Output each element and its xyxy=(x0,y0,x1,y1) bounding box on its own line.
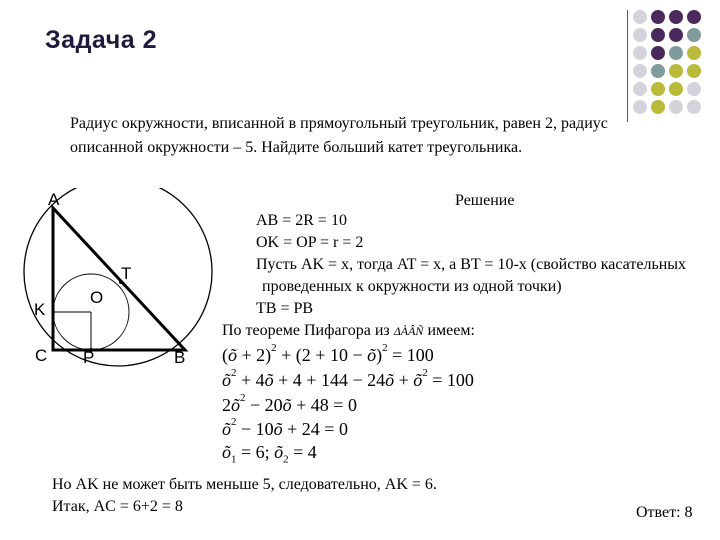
conclusion-line-2: Итак, AC = 6+2 = 8 xyxy=(52,498,183,515)
decor-dot xyxy=(651,64,665,78)
conclusion-line-1: Но AK не может быть меньше 5, следовательно, AK = 6. xyxy=(52,476,437,493)
decor-dot xyxy=(669,82,683,96)
pythagoras-line xyxy=(222,322,475,340)
point-label-t: T xyxy=(121,264,132,283)
point-label-o: O xyxy=(90,288,104,307)
pythagoras-intro: По теореме Пифагора из xyxy=(222,322,390,339)
solution-line-ab: AB = 2R = 10 xyxy=(256,212,347,229)
decor-dot xyxy=(687,10,701,24)
equation-3: $2õ^2$ − 20õ + 48 = 0 xyxy=(222,392,357,415)
decor-dot xyxy=(651,10,665,24)
decor-dot xyxy=(687,46,701,60)
equation-5: $õ_1 = 6$; $õ_2 = 4$ xyxy=(222,442,317,466)
equation-4: $õ^2$ − 10õ + 24 = 0 xyxy=(222,416,348,439)
decor-dot xyxy=(651,28,665,42)
point-label-c: C xyxy=(35,346,48,365)
decor-dot xyxy=(633,10,647,24)
decor-dot xyxy=(669,46,683,60)
point-label-a: A xyxy=(48,190,60,209)
decor-dot xyxy=(687,64,701,78)
decor-dot xyxy=(669,10,683,24)
decor-dot xyxy=(669,28,683,42)
point-label-p: P xyxy=(83,348,95,367)
problem-statement xyxy=(70,112,720,160)
pythagoras-suffix: имеем: xyxy=(427,322,475,339)
decor-dot xyxy=(633,82,647,96)
decor-vertical-line xyxy=(627,10,628,122)
decor-dot xyxy=(633,64,647,78)
solution-heading: Решение xyxy=(455,192,515,209)
decor-dot xyxy=(687,28,701,42)
slide-title: Задача 2 xyxy=(45,26,157,54)
problem-line-1: Радиус окружности, вписанной в прямоугольный треугольник, равен 2, радиус xyxy=(70,115,608,132)
pythagoras-triangle: ΔÀÂÑ xyxy=(393,324,424,338)
decor-dot xyxy=(687,82,701,96)
equation-1: (õ + 2)$^2$ + (2 + 10 − õ)$^2$ = 100 xyxy=(222,342,434,365)
solution-line-tangent: Пусть AK = x, тогда AT = x, а BT = 10-x (свойство касательных xyxy=(256,256,687,273)
solution-line-ok: OK = OP = r = 2 xyxy=(256,234,364,251)
point-label-k: K xyxy=(34,300,46,319)
answer: Ответ: 8 xyxy=(636,504,693,521)
decor-dot xyxy=(633,28,647,42)
problem-line-2: описанной окружности – 5. Найдите больший катет треугольника. xyxy=(70,139,523,156)
conclusion xyxy=(52,474,437,518)
decor-dot xyxy=(633,46,647,60)
decor-dot xyxy=(651,82,665,96)
decor-dot xyxy=(651,46,665,60)
decor-dot-grid xyxy=(632,8,720,118)
decor-dot xyxy=(669,64,683,78)
point-label-b: B xyxy=(174,348,186,367)
equation-2: $õ^2$ + 4õ + 4 + 144 − 24õ + $õ^2 = 100$ xyxy=(222,367,474,390)
solution-line-tangent-cont: проведенных к окружности из одной точки) xyxy=(262,278,562,295)
solution-line-tb-pb: TB = PB xyxy=(256,300,314,317)
